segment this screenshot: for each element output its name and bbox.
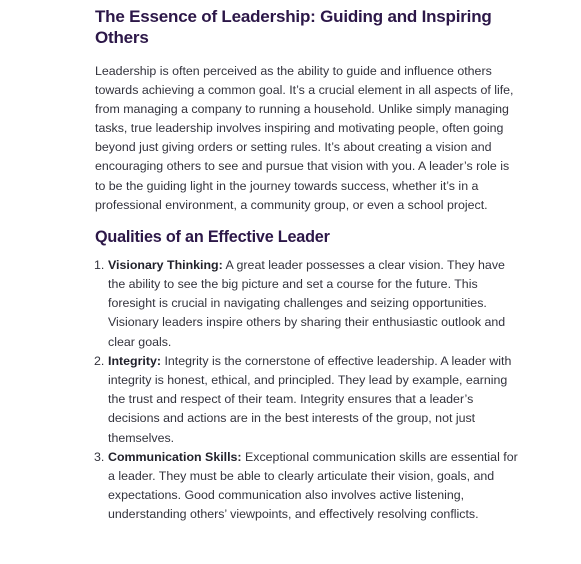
list-item-communication-skills: [95, 448, 520, 525]
article: [95, 6, 520, 525]
intro-paragraph: Leadership is often perceived as the ability to guide and influence others towards achieving a common goal. It’s a crucial element in all aspects of life, from managing a company to running a household. Unlike simply managing tasks, true leadership involves inspiring and motivating people, often going beyond just giving orders or setting rules. It’s about creating a vision and encouraging others to see and pursue that vision with you. A leader’s role is to be the guiding light in the journey towards success, whether it’s in a professional environment, a community group, or even a school project.: [95, 64, 514, 212]
section-heading: Qualities of an Effective Leader: [95, 227, 330, 246]
list-item-visionary-thinking: [95, 256, 520, 352]
list-item-text: A great leader possesses a clear vision. They have the ability to see the big picture and set a course for the future. This foresight is crucial in navigating challenges and seizing opportunities. Visionary leaders inspire others by sharing their enthusiastic outlook and clear goals.: [108, 257, 506, 349]
list-item-number: 3.: [94, 449, 105, 464]
list-item-text: Exceptional communication skills are essential for a leader. They must be able to clearly articulate their vision, goals, and expectations. Good communication also involves active listening, understanding others’ viewpoints, and effectively resolving conflicts.: [108, 449, 518, 522]
list-item-number: 1.: [94, 257, 105, 272]
list-item-number: 2.: [94, 353, 105, 368]
list-item-term: Communication Skills:: [108, 449, 242, 464]
list-item-integrity: [95, 352, 520, 448]
article-title: The Essence of Leadership: Guiding and Inspiring Others: [95, 7, 492, 47]
qualities-list: [95, 256, 520, 525]
list-item-text: Integrity is the cornerstone of effective leadership. A leader with integrity is honest, ethical, and principled. They lead by example, earning the trust and respect of their team. Integrity ensures that a leader’s decisions and actions are in the best interests of the group, not just themselves.: [108, 353, 512, 445]
list-item-term: Visionary Thinking:: [108, 257, 223, 272]
list-item-term: Integrity:: [108, 353, 162, 368]
